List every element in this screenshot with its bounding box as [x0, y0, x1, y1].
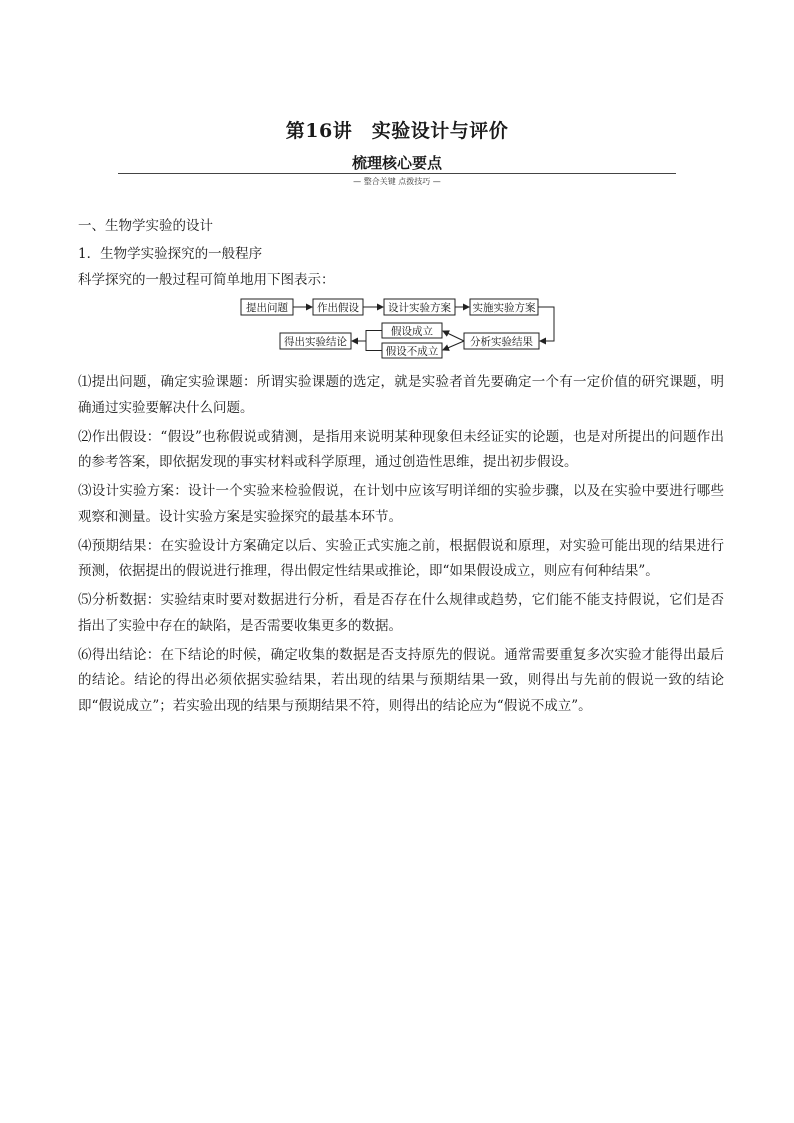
flow-node-true	[382, 323, 442, 338]
flow-arrow	[366, 341, 382, 351]
flow-arrow	[538, 307, 554, 341]
flow-node-design-label: 设计实验方案	[388, 302, 451, 314]
section-banner-subtitle: — 整合关键 点拨技巧 —	[353, 177, 441, 186]
subsection-heading: 1．生物学实验探究的一般程序	[78, 246, 263, 262]
banner-divider	[118, 173, 676, 174]
flow-node-ask-label: 提出问题	[246, 302, 288, 314]
flow-node-false	[382, 343, 442, 358]
flow-node-analyze-label: 分析实验结果	[470, 336, 533, 348]
body-text	[78, 370, 724, 723]
flow-node-conclude	[280, 333, 351, 349]
flow-node-implement-label: 实施实验方案	[472, 302, 536, 314]
flow-node-ask	[241, 299, 293, 315]
flow-node-hypothesize	[313, 299, 363, 315]
flow-arrow	[443, 341, 464, 350]
flow-node-conclude-label: 得出实验结论	[284, 336, 347, 348]
paragraph: ⑴提出问题，确定实验课题：所谓实验课题的选定，就是实验者首先要确定一个有一定价值的研究课题，明确通过实验要解决什么问题。	[78, 374, 724, 416]
flow-node-hypothesize-label: 作出假设	[317, 302, 359, 314]
flow-node-implement	[470, 299, 538, 315]
paragraph: ⑵作出假设：“假设”也称假说或猜测，是指用来说明某种现象但未经证实的论题，也是对所提出的问题作出的参考答案，即依据发现的事实材料或科学原理，通过创造性思维，提出初步假设。	[78, 428, 724, 471]
flow-arrow	[443, 331, 464, 341]
flow-node-true-label: 假设成立	[391, 325, 433, 338]
flow-node-false-label: 假设不成立	[385, 345, 439, 358]
paragraph: ⑹得出结论：在下结论的时候，确定收集的数据是否支持原先的假说。通常需要重复多次实验才能得出最后的结论。结论的得出必须依据实验结果，若出现的结果与预期结果一致，则得出与先前的假说一致的结论即“假说成立”；若实验出现的结果与预期结果不符，则得出的结论应为“假说不成立”。	[78, 646, 724, 715]
paragraph: ⑸分析数据：实验结束时要对数据进行分析，看是否存在什么规律或趋势，它们能不能支持假说，它们是否指出了实验中存在的缺陷，是否需要收集更多的数据。	[78, 592, 724, 634]
paragraph: ⑶设计实验方案：设计一个实验来检验假说，在计划中应该写明详细的实验步骤，以及在实验中要进行哪些观察和测量。设计实验方案是实验探究的最基本环节。	[78, 483, 724, 525]
page-title: 第16讲 实验设计与评价	[285, 120, 509, 142]
flow-node-analyze	[464, 333, 539, 349]
section-banner: 梳理核心要点	[351, 154, 442, 172]
intro-text: 科学探究的一般过程可简单地用下图表示：	[78, 272, 335, 288]
section-heading: 一、生物学实验的设计	[78, 218, 213, 234]
flow-arrow	[352, 331, 382, 342]
paragraph: ⑷预期结果：在实验设计方案确定以后、实验正式实施之前，根据假说和原理，对实验可能出现的结果进行预测，依据提出的假说进行推理，得出假定性结果或推论，即“如果假设成立，则应有何种结果”。	[78, 537, 724, 580]
flow-node-design	[384, 299, 455, 315]
process-flowchart	[236, 294, 566, 360]
